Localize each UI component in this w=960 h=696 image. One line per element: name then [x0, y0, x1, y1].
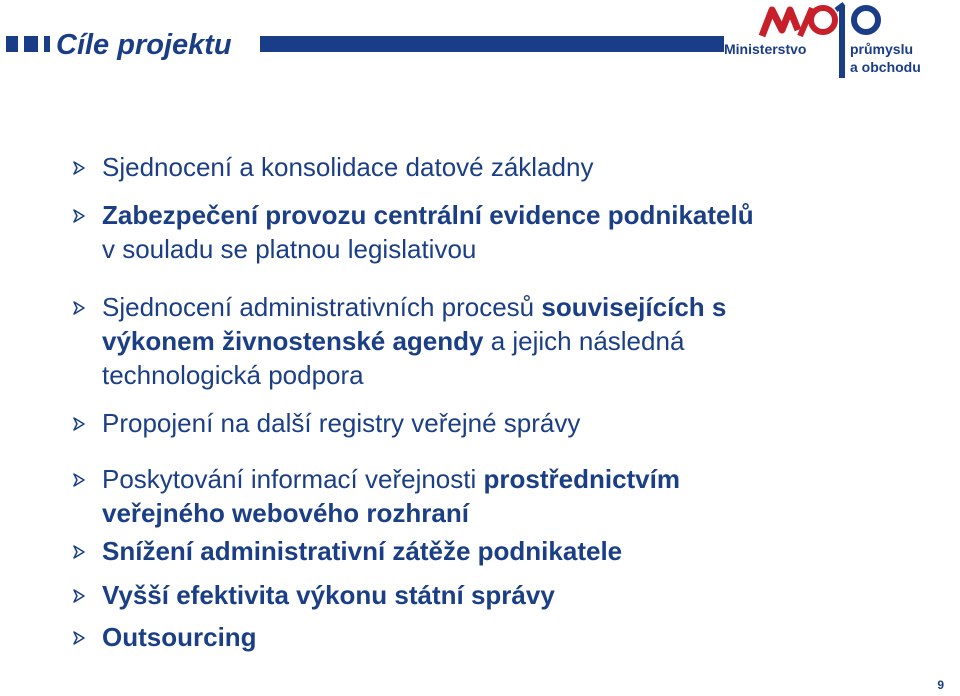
page-number: 9 [937, 678, 944, 692]
bold-text: veřejného webového rozhraní [102, 498, 469, 528]
logo-line3: a obchodu [850, 59, 921, 75]
header-bar-segment [24, 36, 38, 52]
mpo-logo-icon [724, 0, 960, 84]
bold-text: prostřednictvím [483, 464, 680, 494]
list-item-text [102, 198, 754, 266]
plain-text: a jejich následná [483, 326, 685, 356]
list-item-line [102, 150, 593, 184]
list-item-line [102, 198, 754, 232]
arrowhead-bullet-icon [72, 631, 86, 645]
list-item-line [102, 578, 555, 612]
plain-text: Poskytování informací veřejnosti [102, 464, 484, 494]
bold-text: Snížení administrativní zátěže podnikatele [102, 536, 623, 566]
list-item-line [102, 620, 257, 654]
list-item-text [102, 462, 680, 530]
list-item-text [102, 620, 257, 654]
arrowhead-bullet-icon [72, 545, 86, 559]
plain-text: v souladu se platnou legislativou [102, 234, 477, 264]
plain-text: Sjednocení administrativních procesů [102, 292, 542, 322]
plain-text: Sjednocení a konsolidace datové základny [102, 152, 594, 182]
list-item-line [102, 358, 726, 392]
list-item-text [102, 150, 593, 184]
title-box [50, 18, 260, 72]
list-item-text [102, 290, 726, 392]
arrowhead-bullet-icon [72, 473, 86, 487]
list-item-line [102, 406, 580, 440]
bold-text: Zabezpečení provozu centrální evidence podnikatelů [102, 200, 754, 230]
list-item-text [102, 578, 555, 612]
list-item-line [102, 496, 680, 530]
arrowhead-bullet-icon [72, 301, 86, 315]
arrowhead-bullet-icon [72, 209, 86, 223]
arrowhead-bullet-icon [72, 589, 86, 603]
slide-title: Cíle projektu [56, 29, 232, 61]
list-item-line [102, 462, 680, 496]
arrowhead-bullet-icon [72, 417, 86, 431]
list-item-line [102, 290, 726, 324]
logo-line1: Ministerstvo [724, 41, 807, 57]
list-item-text [102, 534, 622, 568]
bold-text: souvisejících s [541, 292, 727, 322]
list-item-line [102, 324, 726, 358]
plain-text: Propojení na další registry veřejné správy [102, 408, 581, 438]
plain-text: technologická podpora [102, 360, 364, 390]
ministry-logo [724, 0, 960, 84]
list-item-line [102, 534, 622, 568]
list-item-line [102, 232, 754, 266]
logo-line2: průmyslu [850, 41, 914, 57]
bold-text: Vyšší efektivita výkonu státní správy [102, 580, 555, 610]
arrowhead-bullet-icon [72, 161, 86, 175]
bold-text: Outsourcing [102, 622, 257, 652]
bold-text: výkonem živnostenské agendy [102, 326, 484, 356]
header-bar-segment [6, 36, 18, 52]
list-item-text [102, 406, 580, 440]
